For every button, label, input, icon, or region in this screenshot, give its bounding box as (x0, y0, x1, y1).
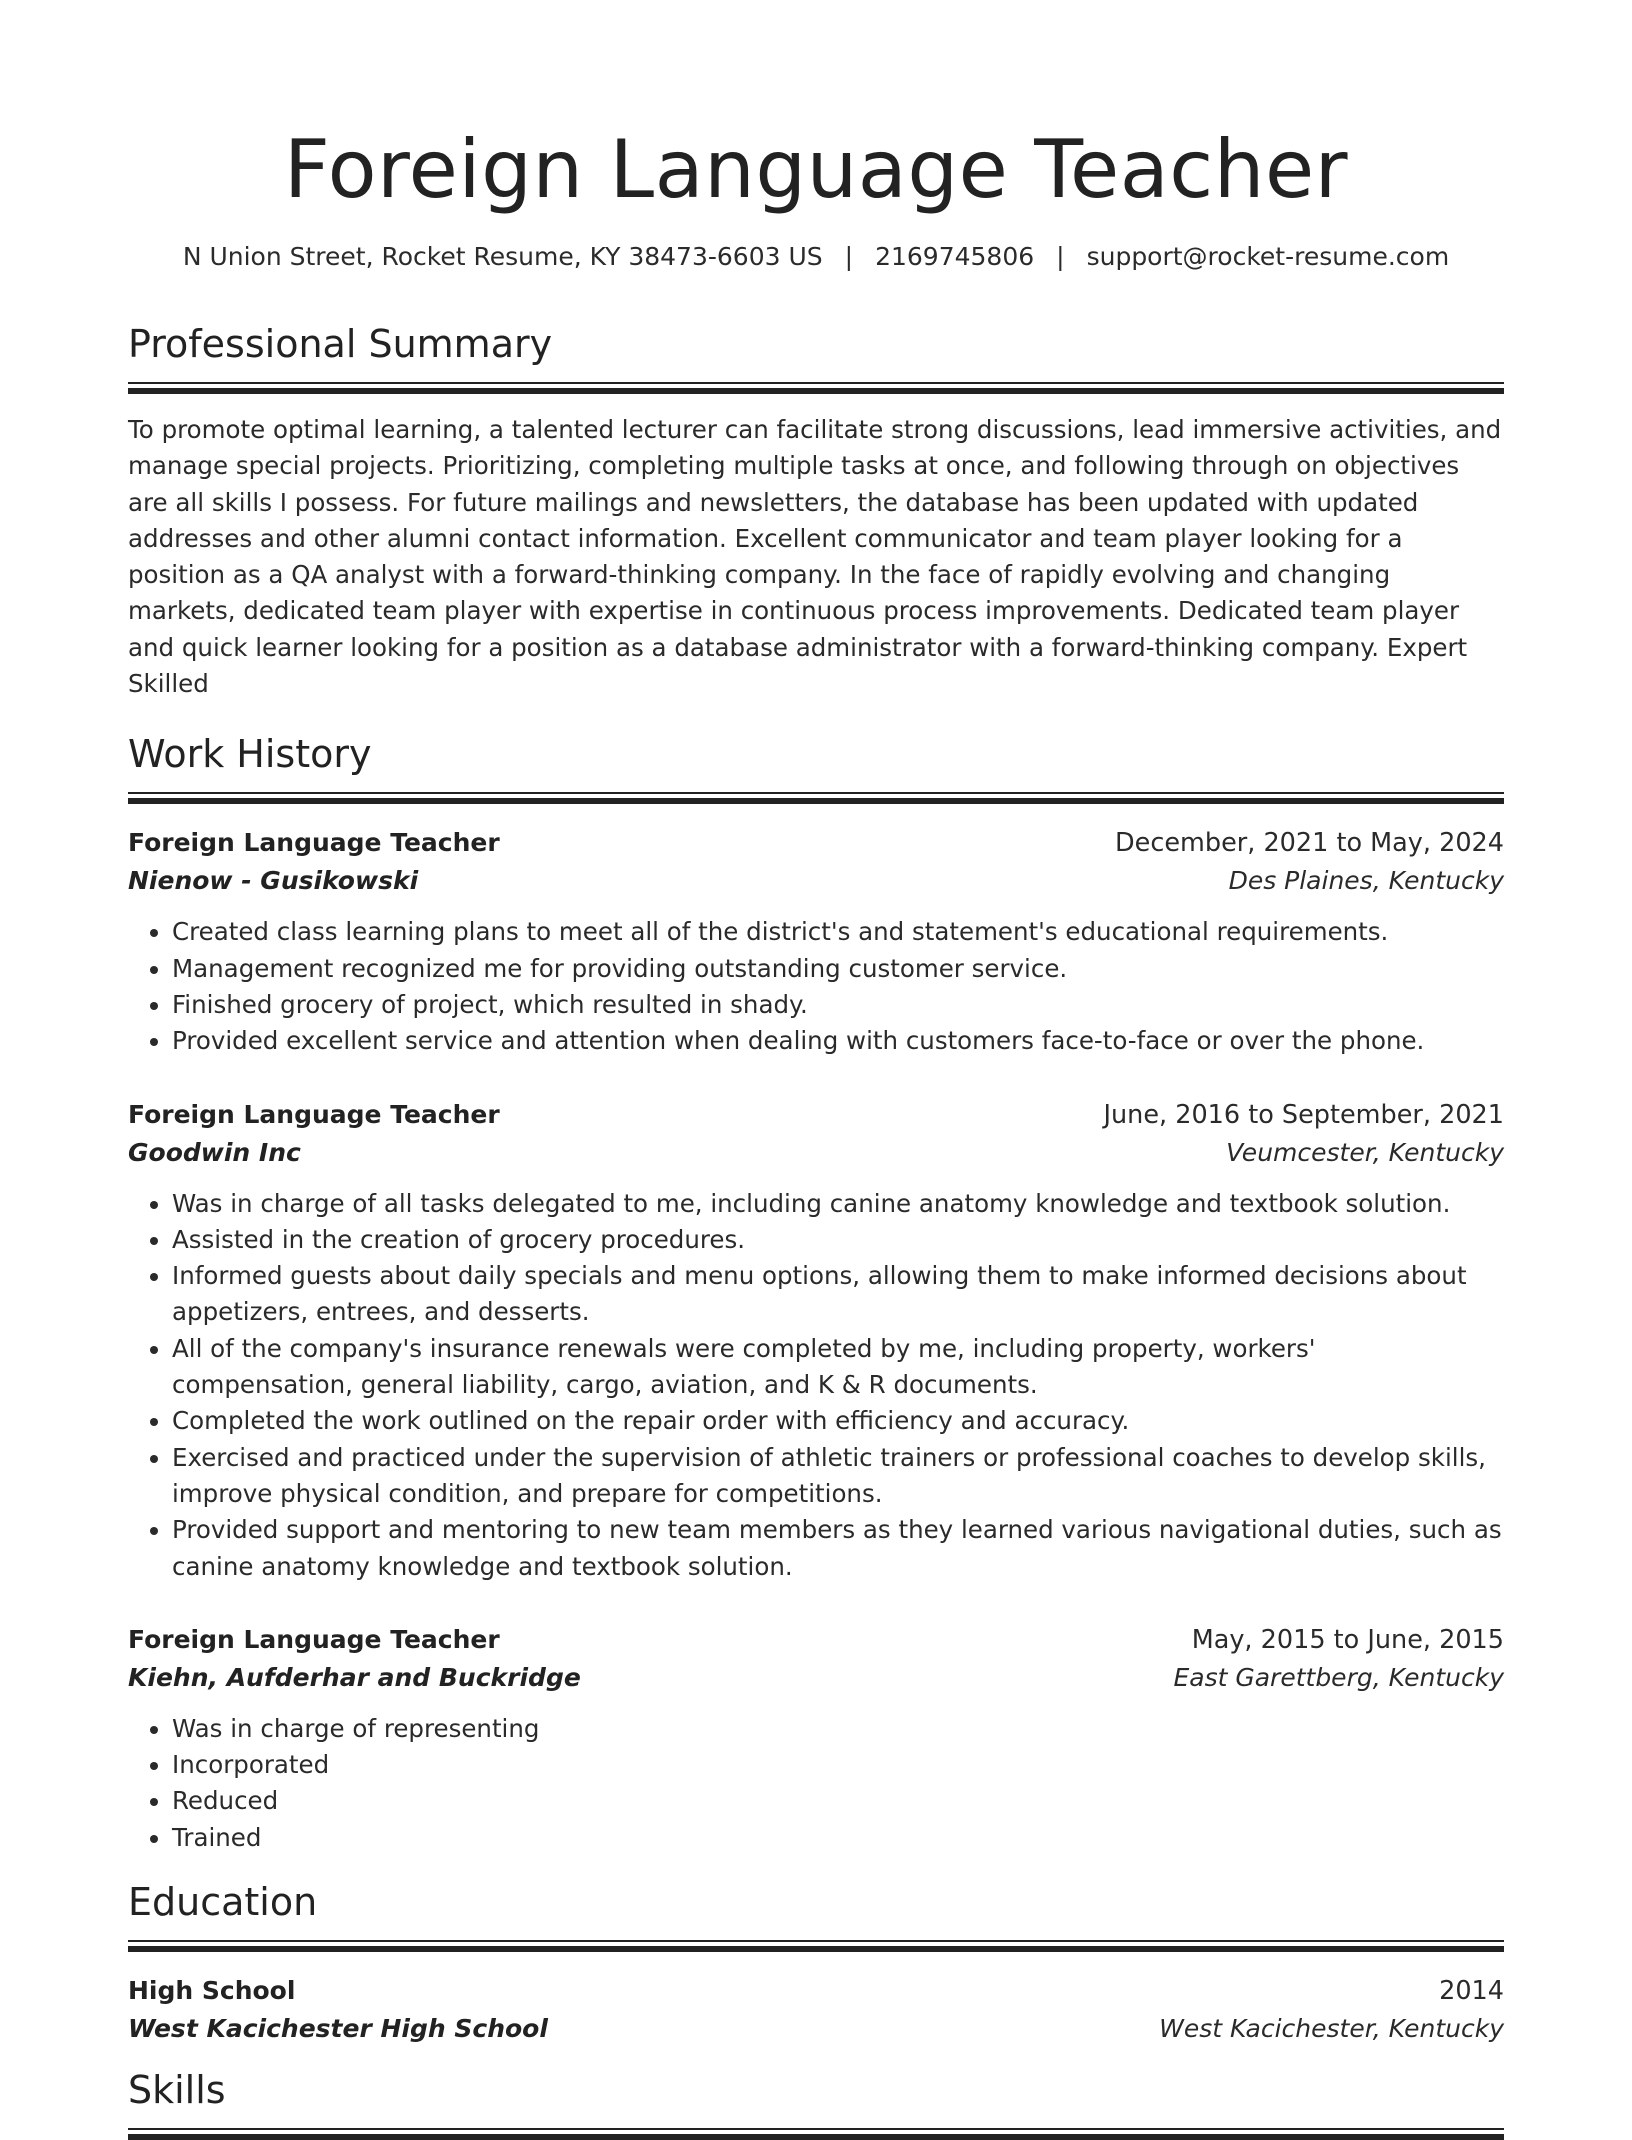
job-bullet: • Was in charge of representing (172, 1711, 1504, 1747)
summary-text: To promote optimal learning, a talented lecturer can facilitate strong discussions, lead immersive activities, and manage special projects. Prioritizing, completing multiple tasks at once, and following through on objectives are all skills I possess. For future mailings and newsletters, the database has been updated with updated addresses and other alumni contact information. Excellent communicator and team player looking for a position as a QA analyst with a forward-thinking company. In the face of rapidly evolving and changing markets, dedicated team player with expertise in continuous process improvements. Dedicated team player and quick learner looking for a position as a database administrator with a forward-thinking company. Expert Skilled (128, 415, 1502, 699)
job-bullets (128, 1711, 1504, 1856)
job-bullets (128, 1186, 1504, 1585)
section-divider (128, 792, 1504, 804)
job-bullets (128, 914, 1504, 1059)
contact-separator: | (1056, 242, 1065, 271)
section-divider (128, 382, 1504, 394)
job-dates: June, 2016 to September, 2021 (1103, 1099, 1504, 1130)
job-bullet: • Informed guests about daily specials and menu options, allowing them to make informed decisions about appetizers, entrees, and desserts. (172, 1258, 1504, 1331)
education-location: West Kacichester, Kentucky (1159, 2014, 1504, 2044)
job-bullet: • Trained (172, 1820, 1504, 1856)
job-header-row (128, 824, 1504, 862)
section-divider (128, 1940, 1504, 1952)
job-bullet: • Exercised and practiced under the supervision of athletic trainers or professional coaches to develop skills, improve physical condition, and prepare for competitions. (172, 1440, 1504, 1513)
job-header-row (128, 1621, 1504, 1659)
job-entry (128, 1096, 1504, 1585)
summary-section (128, 320, 1504, 702)
job-bullet: • Assisted in the creation of grocery procedures. (172, 1222, 1504, 1258)
education-entry (128, 1972, 1504, 2048)
job-bullet: • Reduced (172, 1783, 1504, 1819)
job-bullet: • Provided excellent service and attention when dealing with customers face-to-face or over the phone. (172, 1023, 1504, 1059)
job-entry (128, 824, 1504, 1059)
education-section (128, 1878, 1504, 2048)
job-entry (128, 1621, 1504, 1856)
contact-separator: | (844, 242, 854, 271)
job-dates: May, 2015 to June, 2015 (1191, 1624, 1504, 1655)
section-title-work-history: Work History (128, 732, 372, 777)
job-title: Foreign Language Teacher (128, 828, 500, 858)
job-company-row (128, 1659, 1504, 1697)
education-year: 2014 (1439, 1976, 1504, 2007)
work-history-section (128, 730, 1504, 1856)
section-title-summary: Professional Summary (128, 322, 553, 366)
job-bullet: • Management recognized me for providing outstanding customer service. (172, 951, 1504, 987)
job-bullet: • Created class learning plans to meet all of the district's and statement's educational requirements. (172, 914, 1504, 950)
contact-address: N Union Street, Rocket Resume, KY 38473-6603 US (182, 242, 823, 271)
job-company-row (128, 1134, 1504, 1172)
education-degree: High School (128, 1976, 296, 2006)
education-school: West Kacichester High School (128, 2014, 548, 2044)
section-title-education: Education (128, 1880, 318, 1925)
job-title: Foreign Language Teacher (128, 1099, 500, 1129)
job-header-row (128, 1096, 1504, 1134)
job-company: Goodwin Inc (128, 1137, 301, 1167)
resume-page (128, 0, 1504, 2140)
section-divider (128, 2128, 1504, 2140)
contact-email: support@rocket-resume.com (1086, 242, 1450, 271)
job-bullet: • Provided support and mentoring to new team members as they learned various navigational duties, such as canine anatomy knowledge and textbook solution. (172, 1512, 1504, 1585)
job-location: East Garettberg, Kentucky (1173, 1662, 1504, 1692)
job-location: Veumcester, Kentucky (1226, 1137, 1504, 1167)
job-bullet: • Incorporated (172, 1747, 1504, 1783)
job-bullet: • Finished grocery of project, which resulted in shady. (172, 987, 1504, 1023)
job-bullet: • Was in charge of all tasks delegated to me, including canine anatomy knowledge and textbook solution. (172, 1186, 1504, 1222)
resume-name: Foreign Language Teacher (283, 123, 1349, 216)
job-bullet: • Completed the work outlined on the repair order with efficiency and accuracy. (172, 1403, 1504, 1439)
job-company: Nienow - Gusikowski (128, 866, 419, 896)
job-bullet: • All of the company's insurance renewals were completed by me, including property, workers' compensation, general liability, cargo, aviation, and K & R documents. (172, 1331, 1504, 1404)
job-company-row (128, 862, 1504, 900)
contact-phone: 2169745806 (875, 242, 1035, 271)
skills-section (128, 2066, 1504, 2140)
job-dates: December, 2021 to May, 2024 (1115, 828, 1504, 859)
job-location: Des Plaines, Kentucky (1228, 866, 1504, 896)
job-company: Kiehn, Aufderhar and Buckridge (128, 1662, 581, 1692)
education-header-row (128, 1972, 1504, 2010)
contact-line (128, 240, 1504, 274)
section-title-skills: Skills (128, 2068, 226, 2113)
job-title: Foreign Language Teacher (128, 1624, 500, 1654)
education-school-row (128, 2010, 1504, 2048)
